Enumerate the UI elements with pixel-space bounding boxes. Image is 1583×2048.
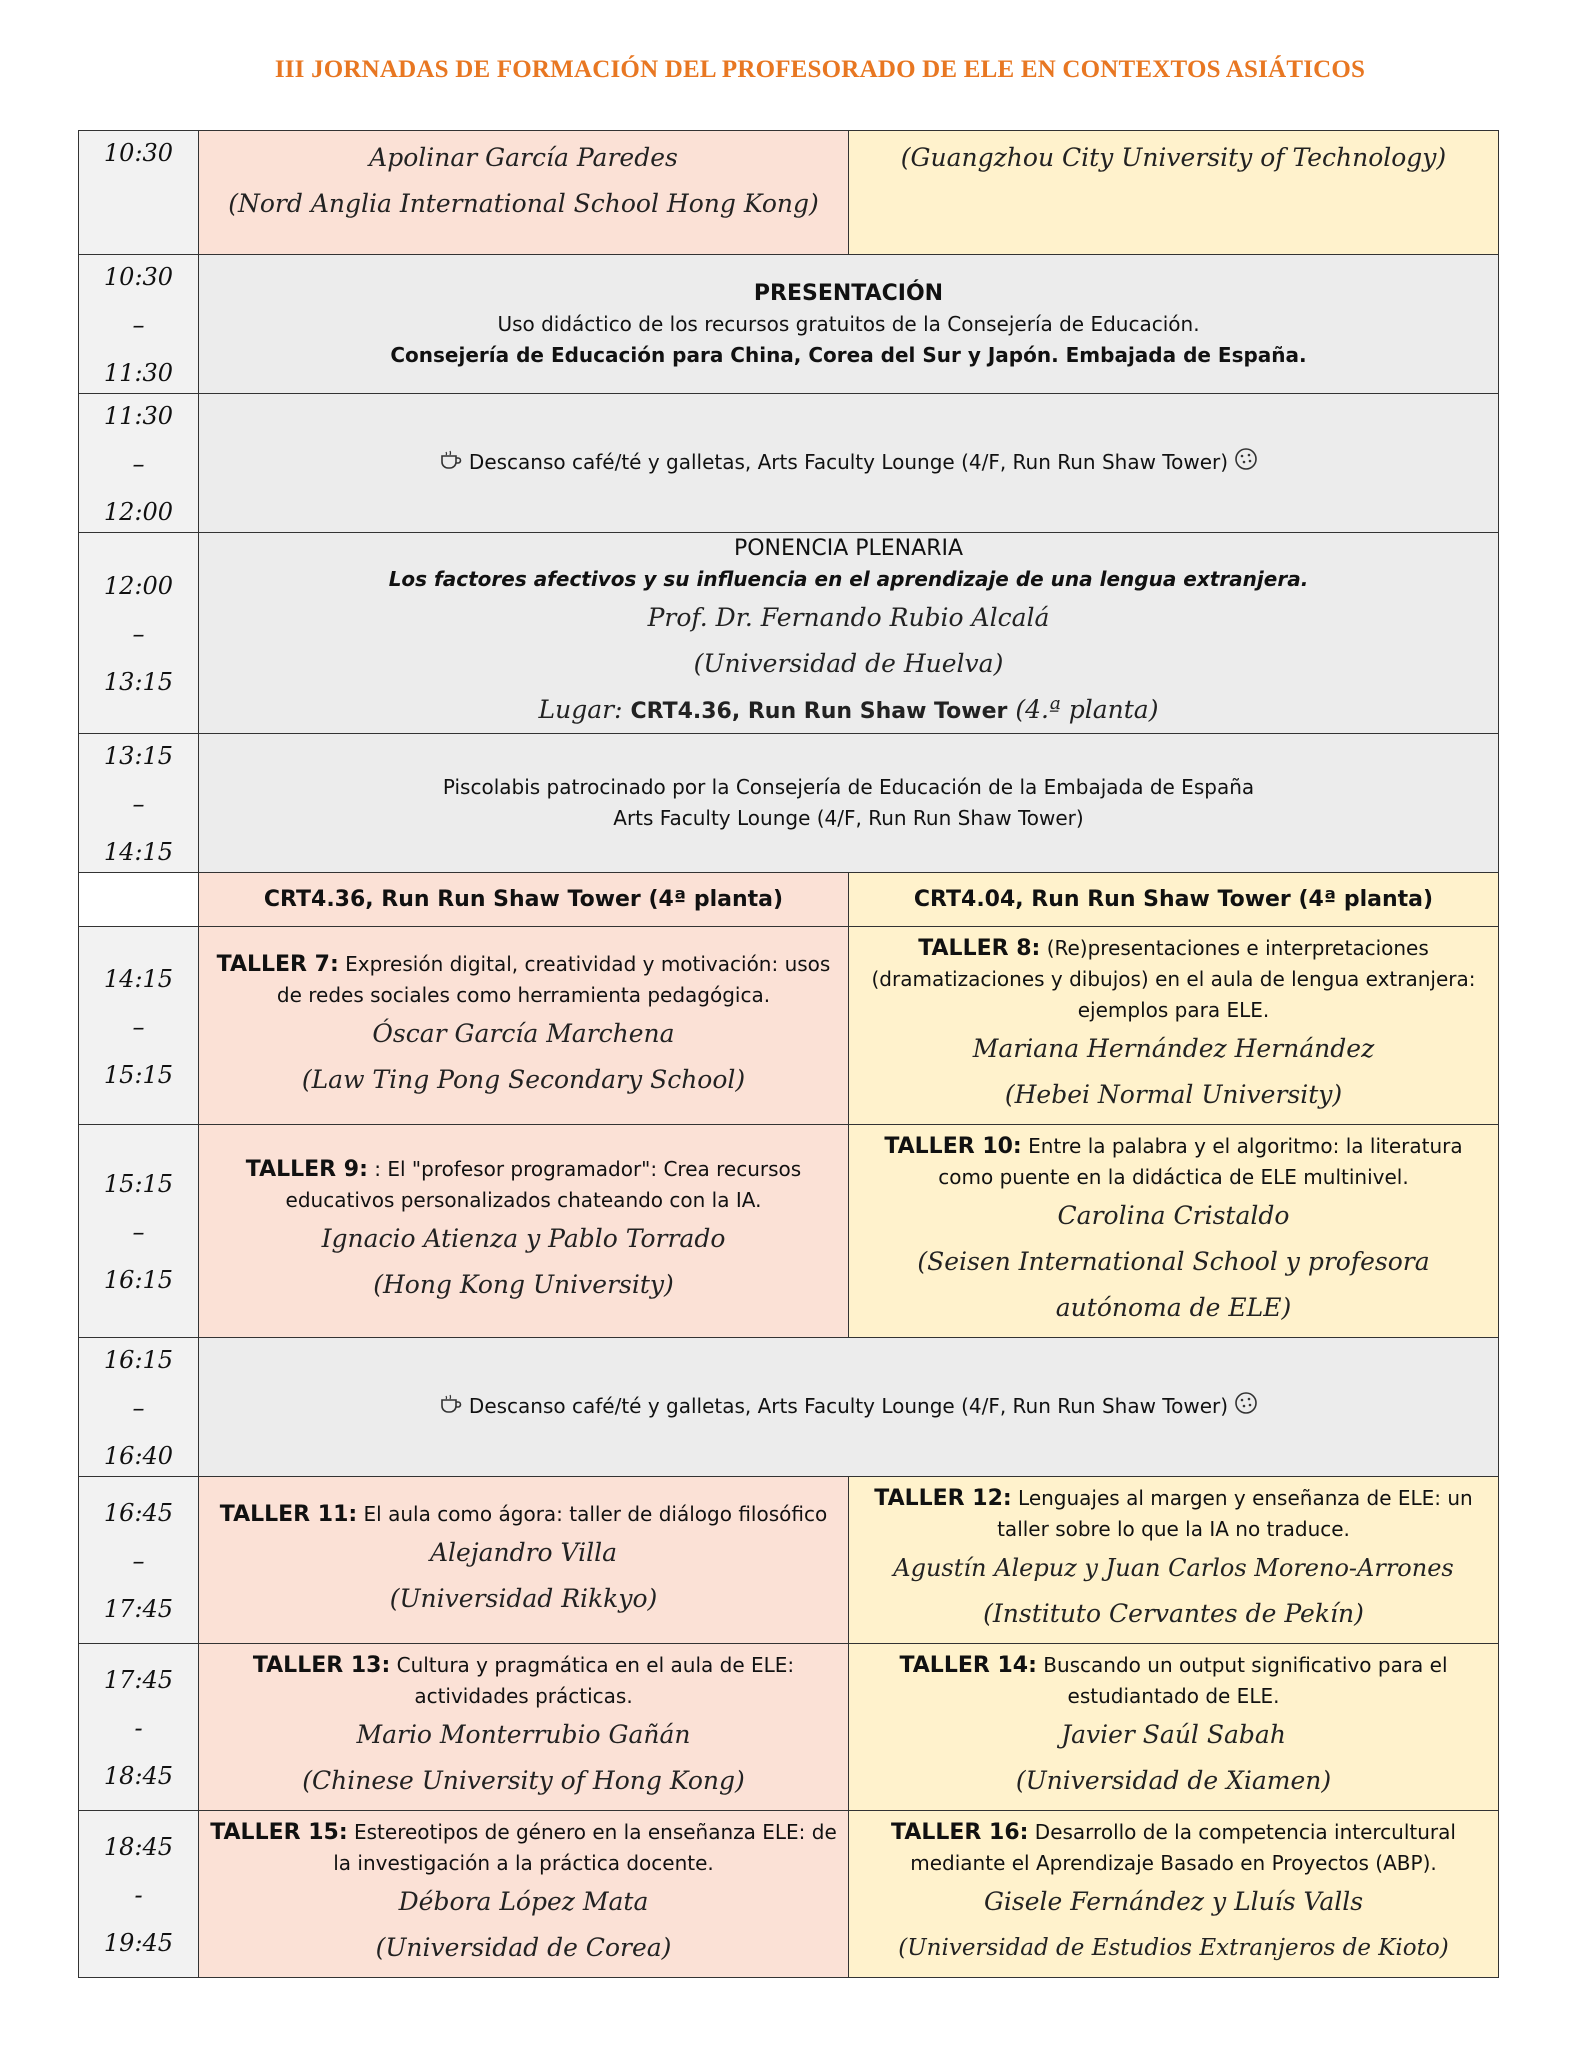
session-cell-left <box>199 1125 849 1338</box>
time-dash: – <box>132 790 145 818</box>
taller-label: TALLER 11: <box>219 1501 358 1527</box>
speaker-name: Mario Monterrubio Gañán <box>356 1720 691 1749</box>
taller-title: Lenguajes al margen y enseñanza de ELE: un taller sobre lo que la IA no traduce. <box>997 1486 1473 1541</box>
venue-room: CRT4.36, Run Run Shaw Tower <box>630 699 1008 724</box>
schedule-row <box>79 394 1499 533</box>
schedule-row <box>79 1811 1499 1978</box>
schedule-row <box>79 255 1499 394</box>
taller-title: Desarrollo de la competencia intercultural mediante el Aprendizaje Basado en Proyectos (ABP). <box>910 1820 1456 1875</box>
schedule-row <box>79 131 1499 255</box>
session-cell-right <box>849 131 1499 255</box>
section-heading: PONENCIA PLENARIA <box>733 536 964 561</box>
start-time: 10:30 <box>103 139 174 167</box>
organizer: Consejería de Educación para China, Corea del Sur y Japón. Embajada de España. <box>390 342 1307 367</box>
taller-title: Cultura y pragmática en el aula de ELE: actividades prácticas. <box>396 1653 795 1708</box>
coffee-cup-icon <box>439 448 463 479</box>
speaker-name: Agustín Alepuz y Juan Carlos Moreno-Arrones <box>893 1554 1454 1582</box>
speaker-name: Alejandro Villa <box>429 1537 618 1567</box>
end-time: 13:15 <box>103 668 174 696</box>
session-cell-right <box>849 927 1499 1125</box>
start-time: 11:30 <box>103 402 174 430</box>
speaker-affiliation: (Law Ting Pong Secondary School) <box>301 1064 746 1094</box>
coffee-cup-icon <box>439 1392 463 1423</box>
session-description: Uso didáctico de los recursos gratuitos de la Consejería de Educación. <box>497 311 1200 336</box>
speaker-affiliation: (Universidad de Huelva) <box>693 649 1004 678</box>
time-cell <box>79 255 199 394</box>
schedule-row <box>79 927 1499 1125</box>
schedule-table <box>78 130 1499 1978</box>
time-dash: – <box>132 311 145 339</box>
speaker-affiliation: (Hebei Normal University) <box>1004 1080 1343 1109</box>
taller-title: Expresión digital, creatividad y motivación: usos de redes sociales como herramienta pedagógica. <box>276 951 831 1007</box>
end-time: 14:15 <box>103 838 174 866</box>
schedule-row <box>79 734 1499 873</box>
time-cell-empty <box>79 873 199 927</box>
document-title: III JORNADAS DE FORMACIÓN DEL PROFESORADO DE ELE EN CONTEXTOS ASIÁTICOS <box>274 56 1366 83</box>
time-dash: – <box>132 1012 145 1041</box>
cookie-icon <box>1234 447 1258 480</box>
start-time: 16:45 <box>103 1499 174 1527</box>
time-dash: - <box>134 1714 143 1742</box>
speaker-name: Mariana Hernández Hernández <box>972 1034 1375 1063</box>
time-cell <box>79 734 199 873</box>
rooms-header-row <box>79 873 1499 927</box>
speaker-name: Javier Saúl Sabah <box>1061 1720 1286 1749</box>
speaker-affiliation: (Universidad Rikkyo) <box>389 1583 658 1613</box>
taller-label: TALLER 16: <box>891 1820 1029 1845</box>
taller-label: TALLER 14: <box>899 1653 1037 1678</box>
break-cell <box>199 1338 1499 1477</box>
speaker-affiliation: (Chinese University of Hong Kong) <box>302 1766 745 1795</box>
schedule-row <box>79 1338 1499 1477</box>
break-text: Descanso café/té y galletas, Arts Faculty Lounge (4/F, Run Run Shaw Tower) <box>468 1393 1229 1418</box>
session-cell-left <box>199 131 849 255</box>
cookie-icon <box>1234 1391 1258 1424</box>
session-cell-right <box>849 1811 1499 1978</box>
piscolabis-location: Arts Faculty Lounge (4/F, Run Run Shaw Tower) <box>613 806 1084 830</box>
taller-label: TALLER 12: <box>874 1486 1012 1511</box>
time-dash: – <box>132 620 145 648</box>
end-time: 15:15 <box>103 1060 174 1089</box>
speaker-affiliation: (Guangzhou City University of Technology) <box>900 143 1447 172</box>
start-time: 18:45 <box>103 1833 174 1861</box>
speaker-name: Prof. Dr. Fernando Rubio Alcalá <box>647 603 1050 632</box>
end-time: 17:45 <box>103 1595 174 1623</box>
start-time: 14:15 <box>103 964 174 993</box>
start-time: 12:00 <box>103 572 174 600</box>
speaker-name: Débora López Mata <box>398 1887 649 1916</box>
section-heading: PRESENTACIÓN <box>753 280 944 306</box>
end-time: 12:00 <box>103 498 174 526</box>
taller-label: TALLER 8: <box>918 936 1041 961</box>
taller-label: TALLER 10: <box>884 1134 1022 1159</box>
start-time: 13:15 <box>103 742 174 770</box>
time-dash: – <box>132 1394 145 1422</box>
piscolabis-line: Piscolabis patrocinado por la Consejería de Educación de la Embajada de España <box>442 775 1255 799</box>
venue-label: Lugar: <box>538 695 623 724</box>
speaker-affiliation: (Instituto Cervantes de Pekín) <box>983 1599 1364 1628</box>
schedule-row <box>79 533 1499 734</box>
taller-label: TALLER 7: <box>216 951 339 977</box>
speaker-name: Apolinar García Paredes <box>369 143 678 172</box>
speaker-name: Carolina Cristaldo <box>1057 1201 1290 1230</box>
start-time: 10:30 <box>103 263 174 291</box>
time-cell <box>79 131 199 255</box>
session-cell-left <box>199 927 849 1125</box>
session-cell-left <box>199 1477 849 1644</box>
time-dash: – <box>132 1547 145 1575</box>
taller-title: Buscando un output significativo para el estudiantado de ELE. <box>1043 1653 1448 1708</box>
end-time: 18:45 <box>103 1762 174 1790</box>
speaker-affiliation: (Universidad de Xiamen) <box>1015 1766 1332 1795</box>
venue-line <box>199 687 1498 733</box>
presentacion-cell <box>199 255 1499 394</box>
session-cell-right <box>849 1477 1499 1644</box>
taller-title: El aula como ágora: taller de diálogo filosófico <box>363 1501 828 1526</box>
time-cell <box>79 394 199 533</box>
end-time: 11:30 <box>103 359 174 387</box>
schedule-row <box>79 1644 1499 1811</box>
taller-title: Entre la palabra y el algoritmo: la literatura como puente en la didáctica de ELE multinivel. <box>938 1134 1463 1189</box>
schedule-row <box>79 1477 1499 1644</box>
time-dash: - <box>134 1881 143 1909</box>
time-cell <box>79 1644 199 1811</box>
time-cell <box>79 533 199 734</box>
plenaria-cell <box>199 533 1499 734</box>
end-time: 16:40 <box>103 1442 174 1470</box>
session-cell-left <box>199 1644 849 1811</box>
taller-title: Estereotipos de género en la enseñanza ELE: de la investigación a la práctica docente. <box>333 1820 837 1875</box>
speaker-affiliation: (Seisen International School y profesora autónoma de ELE) <box>917 1247 1430 1322</box>
speaker-affiliation: (Universidad de Estudios Extranjeros de Kioto) <box>898 1935 1449 1961</box>
taller-label: TALLER 9: <box>245 1157 368 1182</box>
speaker-name: Gisele Fernández y Lluís Valls <box>983 1887 1364 1916</box>
taller-label: TALLER 13: <box>252 1653 391 1678</box>
end-time: 16:15 <box>103 1266 174 1294</box>
break-text: Descanso café/té y galletas, Arts Faculty Lounge (4/F, Run Run Shaw Tower) <box>468 449 1229 474</box>
session-cell-left <box>199 1811 849 1978</box>
speaker-name: Ignacio Atienza y Pablo Torrado <box>321 1224 726 1253</box>
plenaria-title: Los factores afectivos y su influencia en el aprendizaje de una lengua extranjera. <box>388 567 1309 591</box>
time-cell <box>79 1477 199 1644</box>
break-cell <box>199 394 1499 533</box>
taller-title: (Re)presentaciones e interpretaciones (dramatizaciones y dibujos) en el aula de lengua extranjera: ejemplos para ELE. <box>871 936 1476 1022</box>
start-time: 17:45 <box>103 1666 174 1694</box>
time-dash: – <box>132 450 145 478</box>
start-time: 15:15 <box>103 1170 174 1198</box>
speaker-affiliation: (Universidad de Corea) <box>375 1933 672 1962</box>
time-cell <box>79 927 199 1125</box>
start-time: 16:15 <box>103 1346 174 1374</box>
venue-floor: (4.ª planta) <box>1015 695 1159 724</box>
time-dash: – <box>132 1218 145 1246</box>
time-cell <box>79 1125 199 1338</box>
piscolabis-cell <box>199 734 1499 873</box>
end-time: 19:45 <box>103 1929 174 1957</box>
taller-title: : El "profesor programador": Crea recursos educativos personalizados chateando con la IA. <box>285 1157 802 1212</box>
time-cell <box>79 1338 199 1477</box>
session-cell-right <box>849 1125 1499 1338</box>
session-cell-right <box>849 1644 1499 1811</box>
time-cell <box>79 1811 199 1978</box>
taller-label: TALLER 15: <box>210 1820 348 1845</box>
room-header-right: CRT4.04, Run Run Shaw Tower (4ª planta) <box>849 873 1499 927</box>
room-header-left: CRT4.36, Run Run Shaw Tower (4ª planta) <box>199 873 849 927</box>
speaker-name: Óscar García Marchena <box>372 1018 675 1048</box>
speaker-affiliation: (Nord Anglia International School Hong Kong) <box>228 189 819 218</box>
schedule-row <box>79 1125 1499 1338</box>
speaker-affiliation: (Hong Kong University) <box>373 1270 674 1299</box>
